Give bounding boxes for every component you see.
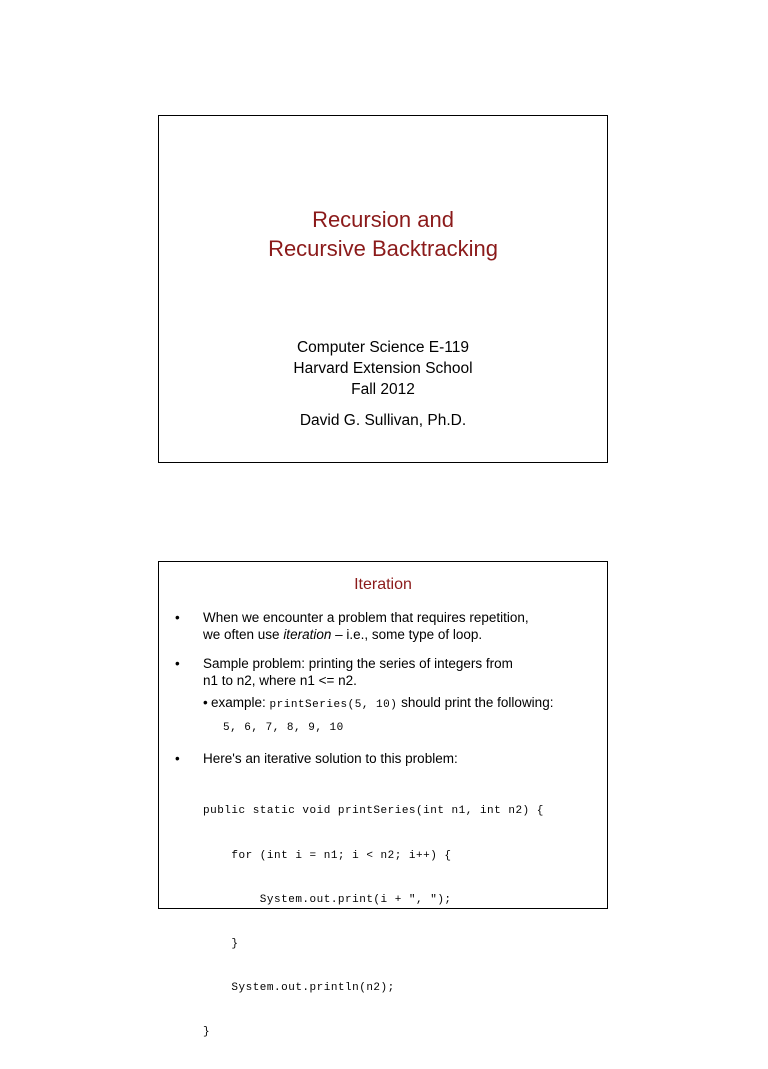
author: David G. Sullivan, Ph.D.	[299, 412, 467, 429]
example-output: 5, 6, 7, 8, 9, 10	[223, 722, 344, 734]
bullet-icon: •	[203, 695, 208, 710]
bullet-icon: •	[175, 610, 180, 625]
bullet-item	[175, 609, 597, 643]
bullet-item	[175, 655, 597, 689]
code-block	[203, 775, 597, 1069]
bullet-line: When we encounter a problem that requires repetition,	[203, 610, 529, 625]
slide-title: Iteration	[354, 576, 412, 593]
bullet-item	[175, 750, 597, 767]
slide-title	[159, 205, 607, 263]
title-line-1: Recursion and	[312, 207, 454, 232]
sub-bullet-item	[175, 694, 597, 714]
term: Fall 2012	[351, 381, 415, 398]
bullet-icon: •	[175, 656, 180, 671]
bullet-line: n1 to n2, where n1 <= n2.	[203, 673, 357, 688]
bullet-line	[203, 626, 597, 643]
slide-body	[175, 609, 597, 1069]
bullet-icon: •	[175, 751, 180, 766]
bullet-line: Sample problem: printing the series of integers from	[203, 656, 513, 671]
code-line: System.out.print(i + ", ");	[203, 893, 452, 906]
course-name: Computer Science E-119	[296, 339, 470, 356]
text-run: – i.e., some type of loop.	[331, 627, 483, 642]
school-name: Harvard Extension School	[293, 360, 473, 377]
text-run: we often use	[203, 627, 284, 642]
course-info	[159, 337, 607, 431]
title-slide	[158, 115, 608, 463]
code-line: }	[203, 1025, 211, 1038]
text-run: example:	[211, 695, 270, 710]
code-line: }	[203, 937, 239, 950]
code-line: public static void printSeries(int n1, int n2) {	[203, 805, 544, 818]
code-line: for (int i = n1; i < n2; i++) {	[203, 849, 452, 862]
inline-code: printSeries(5, 10)	[269, 699, 398, 711]
iteration-slide	[158, 561, 608, 1038]
text-run: should print the following:	[397, 695, 554, 710]
bullet-line: Here's an iterative solution to this problem:	[203, 751, 458, 766]
title-line-2: Recursive Backtracking	[268, 236, 498, 261]
code-line: System.out.println(n2);	[203, 981, 395, 994]
emphasis-text: iteration	[283, 627, 332, 642]
